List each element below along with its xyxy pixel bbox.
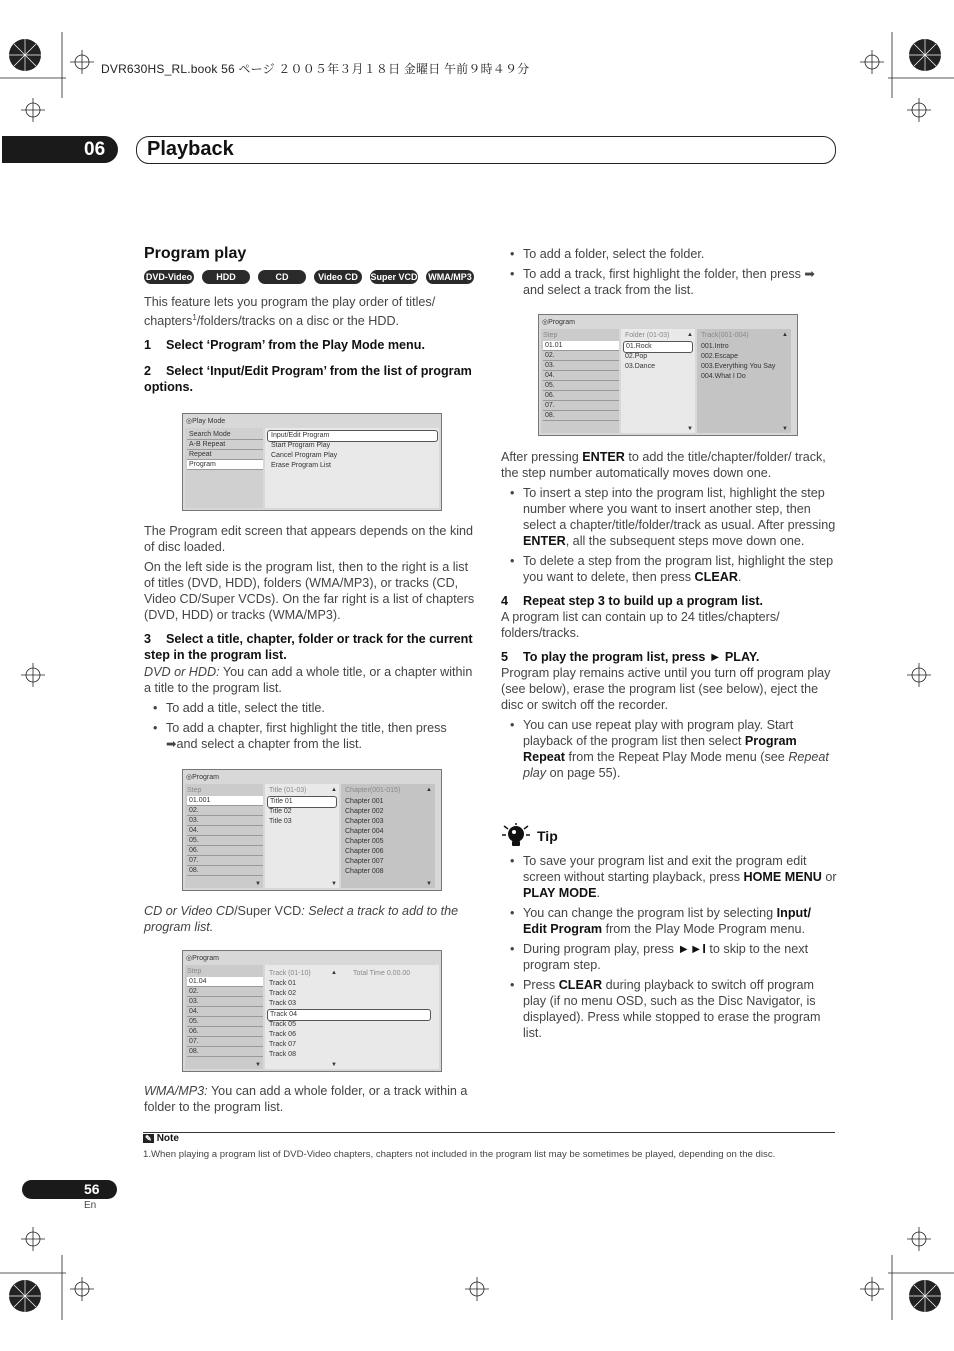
right-column-top bbox=[501, 246, 837, 302]
badge-hdd: HDD bbox=[202, 270, 250, 284]
scroll-up-icon: ▲ bbox=[426, 787, 432, 793]
intro-text: This feature lets you program the play order of titles/ chapters$^1$/folders/tracks on a disc or the HDD. bbox=[144, 295, 436, 329]
badge-dvd-video: DVD-Video bbox=[145, 272, 193, 282]
step-3: 3 Select a title, chapter, folder or track for the current step in the program list. bbox=[144, 632, 473, 662]
note-divider bbox=[143, 1132, 835, 1133]
scroll-up-icon: ▲ bbox=[331, 787, 337, 793]
badge-cd: CD bbox=[258, 270, 306, 284]
section-title: Program play bbox=[144, 245, 247, 262]
language-code: En bbox=[84, 1200, 97, 1211]
chapter-number: 06 bbox=[84, 139, 106, 160]
note-heading: ✎ Note bbox=[145, 1133, 179, 1144]
bullet-add-track: • To add a track, first highlight the folder, then press ➡ and select a track from the list. bbox=[501, 266, 837, 298]
scroll-up-icon: ▲ bbox=[782, 332, 788, 338]
chapter-title-bar bbox=[136, 136, 836, 164]
paragraph: After pressing ENTER to add the title/chapter/folder/ track, the step number automatically moves down one. bbox=[501, 450, 826, 480]
disc-badges bbox=[144, 270, 480, 284]
skip-next-icon: ►►I bbox=[677, 942, 706, 956]
bullet-repeat-play: • You can use repeat play with program play. Start playback of the program list then select Program Repeat from the Repeat Play Mode menu (see Repeat play on page 55). bbox=[501, 717, 837, 781]
chapter-number-tab bbox=[2, 136, 118, 163]
screen-title: ◎Play Mode bbox=[186, 418, 226, 425]
paragraph: Program play remains active until you turn off program play (see below), erase the program list (see below), eject the disc or switch off the recorder. bbox=[501, 666, 831, 712]
scroll-up-icon: ▲ bbox=[687, 332, 693, 338]
left-column-top bbox=[144, 246, 480, 399]
screen-title: ◎Program bbox=[186, 955, 219, 962]
scroll-down-icon: ▼ bbox=[687, 426, 693, 432]
step-1: 1 Select ‘Program’ from the Play Mode menu. bbox=[144, 338, 425, 353]
tip-section bbox=[501, 823, 837, 1045]
scroll-down-icon: ▼ bbox=[255, 1062, 261, 1068]
paragraph: The Program edit screen that appears depends on the kind of disc loaded. bbox=[144, 524, 474, 554]
wma-text: WMA/MP3: You can add a whole folder, or a track within a folder to the program list. bbox=[144, 1084, 468, 1114]
paragraph: On the left side is the program list, then to the right is a list of titles (DVD, HDD), folders (WMA/MP3), or tracks (CD, Video CD/Super VCDs). On the far right is a list of chapters (DVD, HDD) or tracks (WMA/MP3). bbox=[144, 560, 475, 622]
badge-wma-mp3: WMA/MP3 bbox=[426, 270, 474, 284]
step-5: 5 To play the program list, press ► PLAY. bbox=[501, 650, 760, 664]
bullet-delete-step: • To delete a step from the program list, highlight the step you want to delete, then press CLEAR. bbox=[501, 553, 837, 585]
step-2: 2 Select ‘Input/Edit Program’ from the list of program options. bbox=[144, 364, 472, 395]
program-screen-dvd: ◎Program Step 01.001 02. 03. 04. 05. 06. 07. 08. ▼ Title (01-03) ▲ Title 01 Title 02 Title 03 ▼ Chapter(001-015) ▲ Chapter 001 Chapter 002 Chapter 003 Chapter 004 Chapter 005 Chapter 006 Chapter 007 Chapter 008 ▼ bbox=[182, 769, 442, 891]
disc-icon: ◎ bbox=[186, 955, 193, 962]
step-4: 4 Repeat step 3 to build up a program list. bbox=[501, 594, 764, 608]
paragraph: A program list can contain up to 24 titles/chapters/ folders/tracks. bbox=[501, 610, 780, 640]
bullet-insert-step: • To insert a step into the program list, highlight the step number where you want to insert another step, then select a chapter/title/folder/track as usual. After pressing ENTER, all the subsequent steps move down one. bbox=[501, 485, 837, 549]
tip-4: • Press CLEAR during playback to switch off program play (if no menu OSD, such as the Disc Navigator, is displayed). Press while stopped to erase the program list. bbox=[501, 977, 837, 1041]
screen-title: ◎Program bbox=[542, 319, 575, 326]
program-screen-wma: ◎Program Step 01.01 02. 03. 04. 05. 06. 07. 08. Folder (01-03) ▲ 01.Rock 02.Pop 03.Dance ▼ Track(001-004) ▲ 001.Intro 002.Escape 003.Everything You Say 004.What I Do ▼ bbox=[538, 314, 798, 436]
disc-icon: ◎ bbox=[186, 418, 193, 425]
bullet-add-chapter: • To add a chapter, first highlight the title, then press ➡and select a chapter from the list. bbox=[144, 720, 480, 752]
scroll-down-icon: ▼ bbox=[782, 426, 788, 432]
bullet-add-folder: • To add a folder, select the folder. bbox=[501, 246, 837, 262]
file-header: DVR630HS_RL.book 56 ページ ２００５年３月１８日 金曜日 午前９時４９分 bbox=[101, 62, 530, 76]
disc-icon: ◎ bbox=[186, 774, 193, 781]
page-number: 56 bbox=[84, 1181, 100, 1197]
program-screen-cd: ◎Program Step 01.04 02. 03. 04. 05. 06. 07. 08. ▼ Track (01-10) ▲ Total Time 0.00.00 Track 01 Track 02 Track 03 Track 04 Track 05 Track 06 Track 07 Track 08 ▼ bbox=[182, 950, 442, 1072]
cd-text: CD or Video CD/Super VCD: Select a track to add to the program list. bbox=[144, 904, 459, 934]
page-number-tab bbox=[22, 1180, 117, 1199]
scroll-down-icon: ▼ bbox=[331, 1062, 337, 1068]
lightbulb-icon bbox=[501, 823, 531, 849]
scroll-up-icon: ▲ bbox=[331, 970, 337, 976]
left-column-middle bbox=[144, 523, 480, 756]
scroll-down-icon: ▼ bbox=[426, 881, 432, 887]
dvd-hdd-text: DVD or HDD: You can add a whole title, or a chapter within a title to the program list. bbox=[144, 665, 473, 695]
bullet-add-title: • To add a title, select the title. bbox=[144, 700, 480, 716]
tip-1: • To save your program list and exit the program edit screen without starting playback, press HOME MENU or PLAY MODE. bbox=[501, 853, 837, 901]
tip-3: • During program play, press ►►I to skip to the next program step. bbox=[501, 941, 837, 973]
note-pencil-icon: ✎ bbox=[145, 1134, 152, 1143]
badge-super-vcd: Super VCD bbox=[370, 272, 418, 282]
right-column-body bbox=[501, 449, 837, 785]
chapter-title: Playback bbox=[147, 138, 234, 160]
badge-video-cd: Video CD bbox=[314, 270, 362, 284]
scroll-down-icon: ▼ bbox=[331, 881, 337, 887]
scroll-down-icon: ▼ bbox=[255, 881, 261, 887]
tip-heading: Tip bbox=[501, 823, 837, 849]
play-mode-screen: ◎Play Mode Search Mode A-B Repeat Repeat Program Input/Edit Program Start Program Play Cancel Program Play Erase Program List bbox=[182, 413, 442, 511]
disc-icon: ◎ bbox=[542, 319, 549, 326]
tip-2: • You can change the program list by selecting Input/ Edit Program from the Play Mode Program menu. bbox=[501, 905, 837, 937]
screen-title: ◎Program bbox=[186, 774, 219, 781]
footnote: 1.When playing a program list of DVD-Video chapters, chapters not included in the program list may be sometimes be played, depending on the disc. bbox=[143, 1149, 776, 1160]
